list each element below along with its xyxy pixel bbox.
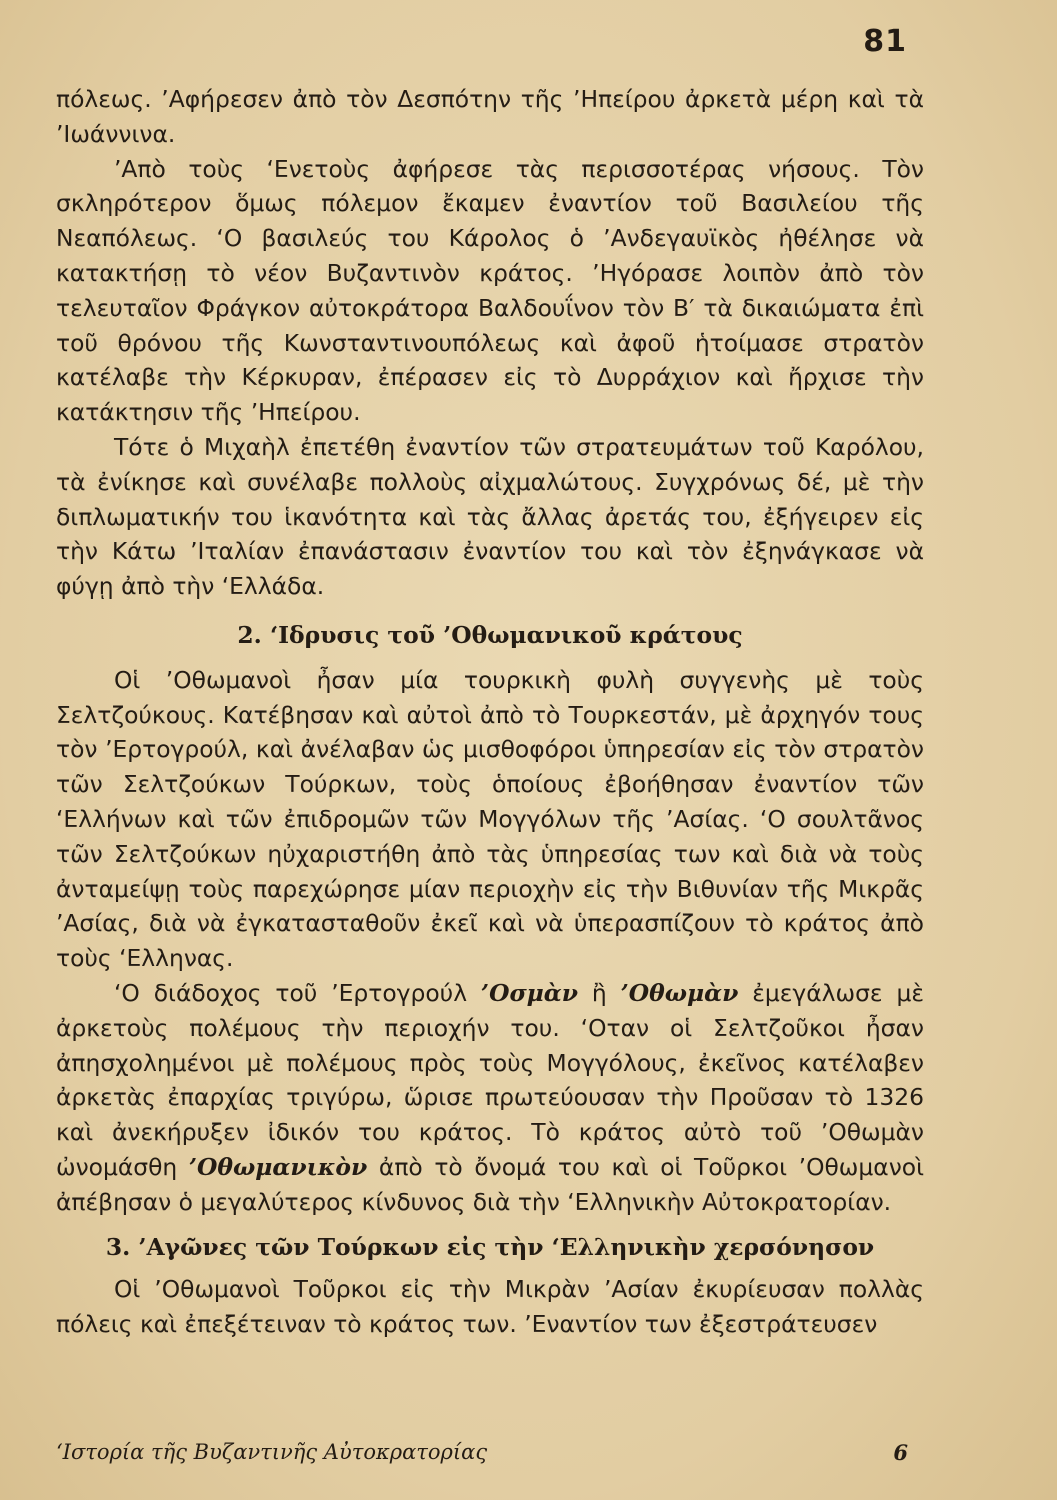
page-number: 81 <box>863 24 907 59</box>
footer-signature-number: 6 <box>893 1440 908 1465</box>
paragraph-3: Τότε ὁ Μιχαὴλ ἐπετέθη ἐναντίον τῶν στρατευμάτων τοῦ Καρόλου, τὰ ἐνίκησε καὶ συνέλαβε πολλοὺς αἰχμαλώτους. Συγχρόνως δέ, μὲ τὴν διπλωματικήν του ἱκανότητα καὶ τὰς ἄλλας ἀρετάς του, ἐξήγειρεν εἰς τὴν Κάτω ’Ιταλίαν ἐπανάστασιν ἐναντίον του καὶ τὸν ἐξηνάγκασε νὰ φύγῃ ἀπὸ τὴν ‘Ελλάδα. <box>56 432 924 601</box>
emphasis-othman: ’Οθωμὰν <box>620 978 739 1007</box>
paragraph-6: Οἱ ’Οθωμανοὶ Τοῦρκοι εἰς τὴν Μικρὰν ’Ασίαν ἐκυρίευσαν πολλὰς πόλεις καὶ ἐπεξέτειναν τὸ κράτος των. ’Εναντίον των ἐξεστράτευσεν <box>56 1275 924 1339</box>
page-footer <box>56 1440 908 1464</box>
paragraph-5-part-d: ἀπὸ τὸ ὄνομά του καὶ οἱ Τοῦρκοι ’Οθωμανοὶ ἀπέβησαν ὁ μεγαλύτερος κίνδυνος διὰ τὴν ‘Ελληνικὴν Αὐτοκρατορίαν. <box>56 1152 924 1216</box>
footer-book-title: ‘Ιστορία τῆς Βυζαντινῆς Αὐτοκρατορίας <box>56 1440 488 1464</box>
paragraph-5-part-a: ‘Ο διάδοχος τοῦ ’Ερτογρούλ <box>114 978 481 1007</box>
emphasis-osman: ’Οσμὰν <box>480 978 579 1007</box>
paragraph-5 <box>56 976 924 1220</box>
paragraph-4: Οἱ ’Οθωμανοὶ ἦσαν μία τουρκικὴ φυλὴ συγγενὴς μὲ τοὺς Σελτζούκους. Κατέβησαν καὶ αὐτοὶ ἀπὸ τὸ Τουρκεστάν, μὲ ἀρχηγόν τους τὸν ’Ερτογρούλ, καὶ ἀνέλαβαν ὡς μισθοφόροι ὑπηρεσίαν εἰς τὸν στρατὸν τῶν Σελτζούκων Τούρκων, τοὺς ὁποίους ἐβοήθησαν ἐναντίον τῶν ‘Ελλήνων καὶ τῶν ἐπιδρομῶν τῶν Μογγόλων τῆς ’Ασίας. ‘Ο σουλτᾶνος τῶν Σελτζούκων ηὐχαριστήθη ἀπὸ τὰς ὑπηρεσίας των καὶ διὰ νὰ τοὺς ἀνταμείψῃ τοὺς παρεχώρησε μίαν περιοχὴν εἰς τὴν Βιθυνίαν τῆς Μικρᾶς ’Ασίας, διὰ νὰ ἐγκατασταθοῦν ἐκεῖ καὶ νὰ ὑπερασπίζουν τὸ κράτος ἀπὸ τοὺς ‘Ελληνας. <box>56 665 924 973</box>
paragraph-1: πόλεως. ’Αφήρεσεν ἀπὸ τὸν Δεσπότην τῆς ’Ηπείρου ἀρκετὰ μέρη καὶ τὰ ’Ιωάννινα. <box>56 85 924 148</box>
paragraph-5-part-b: ἢ <box>578 978 621 1007</box>
section-heading-2: 2. ‘Ιδρυσις τοῦ ’Οθωμανικοῦ κράτους <box>237 620 743 649</box>
emphasis-othomanikon: ’Οθωμανικὸν <box>188 1152 368 1181</box>
paragraph-2: ’Απὸ τοὺς ‘Ενετοὺς ἀφήρεσε τὰς περισσοτέρας νήσους. Τὸν σκληρότερον ὅμως πόλεμον ἔκαμεν ἐναντίον τοῦ Βασιλείου τῆς Νεαπόλεως. ‘Ο βασιλεύς του Κάρολος ὁ ’Ανδεγαυϊκὸς ἠθέλησε νὰ κατακτήσῃ τὸ νέον Βυζαντινὸν κράτος. ’Ηγόρασε λοιπὸν ἀπὸ τὸν τελευταῖον Φράγκον αὐτοκράτορα Βαλδουΐνον τὸν Β′ τὰ δικαιώματα ἐπὶ τοῦ θρόνου τῆς Κωνσταντινουπόλεως καὶ ἀφοῦ ἡτοίμασε στρατὸν κατέλαβε τὴν Κέρκυραν, ἐπέρασεν εἰς τὸ Δυρράχιον καὶ ἤρχισε τὴν κατάκτησιν τῆς ’Ηπείρου. <box>56 154 924 427</box>
paragraph-5-part-c: ἐμεγάλωσε μὲ ἀρκετοὺς πολέμους τὴν περιοχήν του. ‘Οταν οἱ Σελτζοῦκοι ἦσαν ἀπησχολημένοι μὲ πολέμους πρὸς τοὺς Μογγόλους, ἐκεῖνος κατέλαβεν ἀρκετὰς ἐπαρχίας τριγύρω, ὥρισε πρωτεύουσαν τὴν Προῦσαν τὸ 1326 καὶ ἀνεκήρυξεν ἰδικόν του κράτος. Τὸ κράτος αὐτὸ τοῦ ’Οθωμὰν ὠνομάσθη <box>56 978 924 1181</box>
section-heading-3: 3. ’Αγῶνες τῶν Τούρκων εἰς τὴν ‘Ελληνικὴν χερσόνησον <box>105 1232 875 1261</box>
page-body <box>56 82 924 1342</box>
